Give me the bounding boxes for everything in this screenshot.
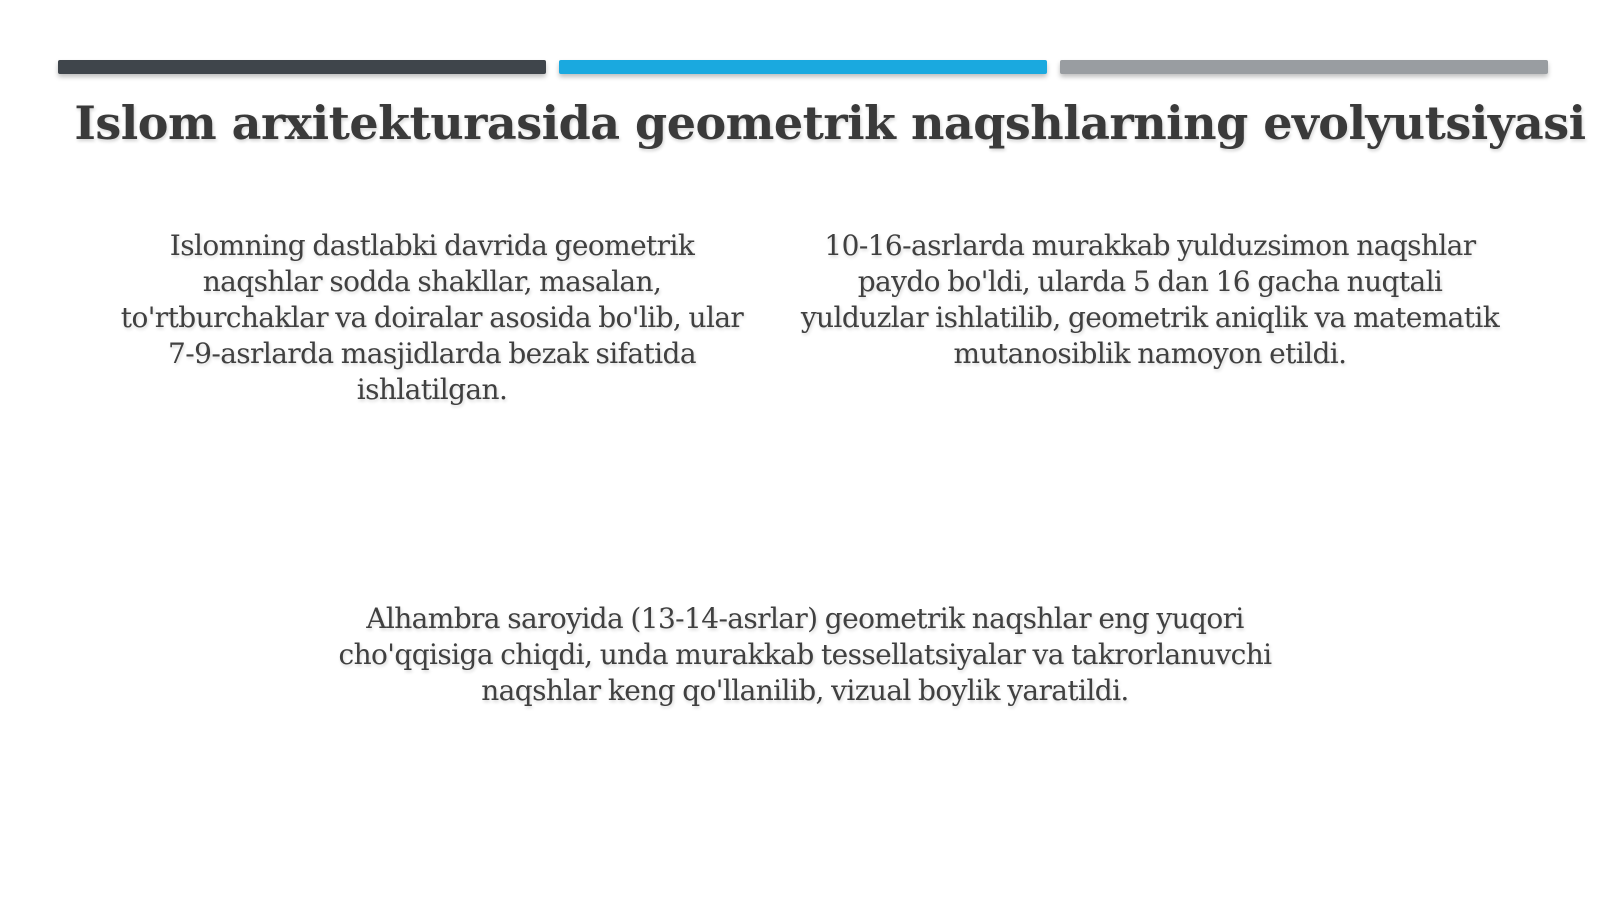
paragraph-early-period: Islomning dastlabki davrida geometrik naqshlar sodda shakllar, masalan, to'rtburchaklar va doiralar asosida bo'lib, ular 7-9-asrlarda masjidlarda bezak sifatida ishlatilgan. bbox=[120, 229, 744, 406]
slide-title: Islom arxitekturasida geometrik naqshlarning evolyutsiyasi bbox=[74, 96, 1586, 150]
accent-bar-dark bbox=[58, 60, 546, 74]
accent-bar-gray bbox=[1060, 60, 1548, 74]
paragraph-star-patterns: 10-16-asrlarda murakkab yulduzsimon naqshlar paydo bo'ldi, ularda 5 dan 16 gacha nuqtali yulduzlar ishlatilib, geometrik aniqlik va matematik mutanosiblik namoyon etildi. bbox=[800, 229, 1500, 370]
accent-bar-blue bbox=[559, 60, 1047, 74]
paragraph-alhambra: Alhambra saroyida (13-14-asrlar) geometrik naqshlar eng yuqori cho'qqisiga chiqdi, unda murakkab tessellatsiyalar va takrorlanuvchi naqshlar keng qo'llanilib, vizual boylik yaratildi. bbox=[338, 602, 1272, 707]
